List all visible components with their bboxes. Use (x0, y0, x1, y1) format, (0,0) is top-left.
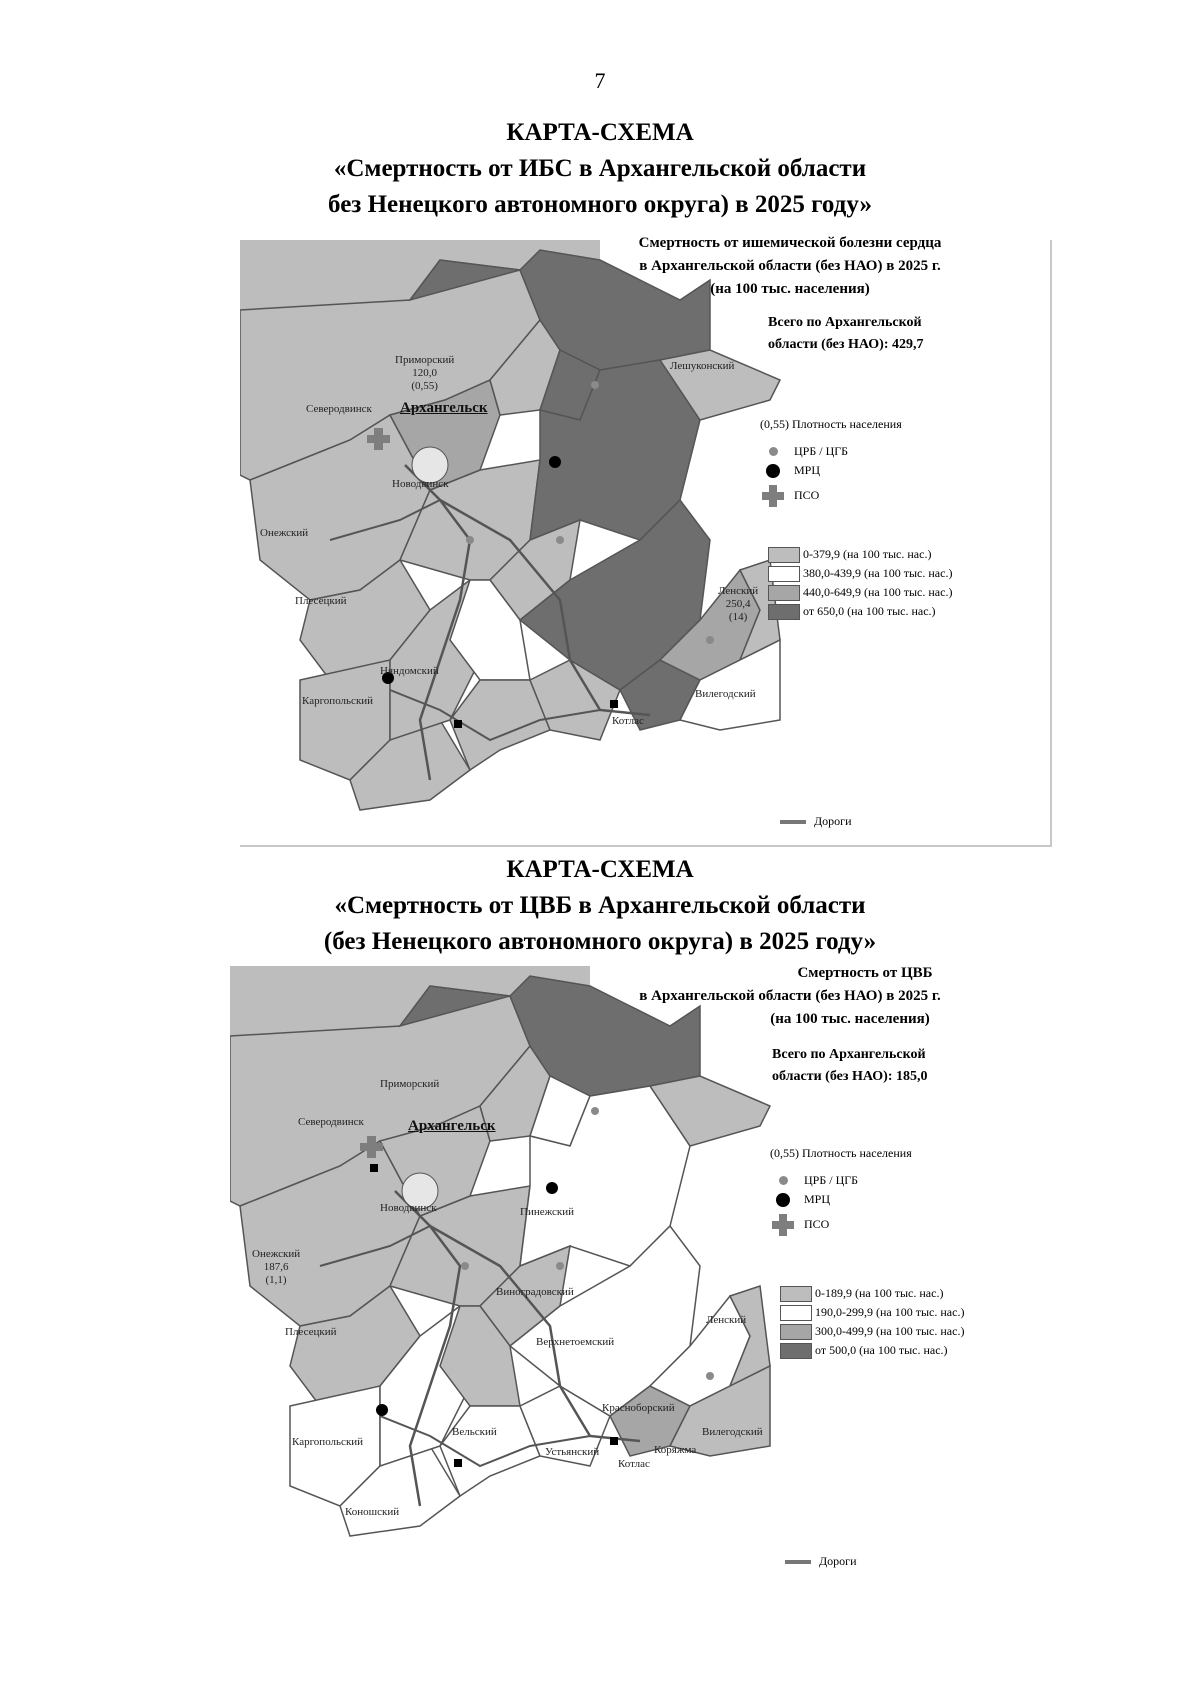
district-name: Виноградовский (496, 1286, 574, 1298)
district-name: Плесецкий (295, 595, 347, 607)
map1-class-label: от 650,0 (на 100 тыс. нас.) (803, 604, 936, 618)
map2-mrc-point (376, 1404, 388, 1416)
map1-district-label (718, 585, 758, 624)
map2-class-swatch (780, 1343, 812, 1359)
district-name: Приморский (380, 1078, 440, 1090)
district-name: Вилегодский (695, 688, 756, 700)
district-name: Няндомский (380, 665, 439, 677)
map2-class-row (780, 1341, 964, 1360)
map1-density-label: (0,55) Плотность населения (760, 417, 902, 431)
district-name: Устьянский (545, 1446, 600, 1458)
map1-total-line: Всего по Архангельской (768, 315, 922, 330)
map1-mrc-point (610, 700, 618, 708)
map2-class-label: 0-189,9 (на 100 тыс. нас.) (815, 1286, 944, 1300)
map1-crb-point (591, 381, 599, 389)
district-value: 250,4 (725, 598, 751, 610)
district-name: Вилегодский (702, 1426, 763, 1438)
map2-title-line: Смертность от ЦВБ (797, 965, 933, 981)
map2-title-line: (на 100 тыс. населения) (770, 1011, 930, 1027)
map2-heading-line: «Смертность от ЦВБ в Архангельской области (334, 892, 866, 919)
map2-total-line: области (без НАО): 185,0 (772, 1069, 928, 1084)
map1-district-label (395, 354, 454, 393)
map1-legend-crb-label: ЦРБ / ЦГБ (794, 444, 849, 458)
map2-frame (230, 966, 1060, 1586)
district-name: Ленский (706, 1314, 747, 1326)
map2-class-label: 190,0-299,9 (на 100 тыс. нас.) (815, 1305, 965, 1319)
map2-district-label (654, 1444, 696, 1457)
map1-class-legend (768, 545, 952, 621)
map2-district-label (298, 1116, 364, 1129)
district-name: Плесецкий (285, 1326, 337, 1338)
map1-district-label (670, 360, 734, 373)
district-name: Котлас (618, 1458, 650, 1470)
map1-class-swatch (768, 604, 800, 620)
map1-heading (0, 115, 1200, 223)
map1-district-label (306, 403, 372, 416)
map1-density-legend (760, 415, 902, 434)
map1-total-line: области (без НАО): 429,7 (768, 337, 924, 352)
map2-district-label (536, 1336, 614, 1349)
district-name: Вельский (452, 1426, 497, 1438)
map2-legend-crb (770, 1171, 912, 1190)
map2-class-swatch (780, 1305, 812, 1321)
map2-roads-label: Дороги (819, 1554, 857, 1568)
map2-mrc-point (610, 1437, 618, 1445)
map1-class-swatch (768, 547, 800, 563)
map2-class-swatch (780, 1324, 812, 1340)
map2-crb-point (461, 1262, 469, 1270)
map1-class-swatch (768, 566, 800, 582)
district-name: Верхнетоемский (536, 1336, 615, 1348)
map1-legend-mrc-label: МРЦ (794, 463, 821, 477)
map1-class-row (768, 602, 952, 621)
district-name: Каргопольский (302, 695, 374, 707)
road-line-icon (780, 820, 806, 824)
map2-city-label: Архангельск (408, 1118, 496, 1134)
map1-heading-line: «Смертность от ИБС в Архангельской области (333, 155, 867, 182)
map2-district-label (292, 1436, 363, 1449)
district-name: Северодвинск (298, 1116, 364, 1128)
map1-frame (240, 235, 1052, 847)
black-dot-icon (776, 1193, 790, 1207)
map2-class-row (780, 1322, 964, 1341)
map2-legend-mrc (770, 1190, 912, 1209)
map1-legend-pso-label: ПСО (794, 488, 820, 502)
map2-legend-pso (770, 1215, 912, 1234)
map2-legend-crb-label: ЦРБ / ЦГБ (804, 1173, 859, 1187)
map1-title-line: Смертность от ишемической болезни сердца (638, 235, 942, 251)
district-name: Коношский (345, 1506, 400, 1518)
map2-heading-line: КАРТА-СХЕМА (506, 856, 694, 883)
map2-district-label (618, 1458, 650, 1471)
map2-class-swatch (780, 1286, 812, 1302)
map1-district-label (302, 695, 373, 708)
grey-dot-icon (769, 447, 778, 456)
map2-crb-point (556, 1262, 564, 1270)
map2-legend-mrc-label: МРЦ (804, 1192, 831, 1206)
cross-icon (762, 485, 784, 507)
district-name: Онежский (252, 1248, 301, 1260)
map2-roads-legend (785, 1552, 857, 1571)
map1-class-row (768, 564, 952, 583)
map2-district-label (520, 1206, 574, 1219)
map1-district-label (612, 715, 644, 728)
map2-crb-point (591, 1107, 599, 1115)
map2-choropleth (230, 966, 1060, 1586)
map1-class-swatch (768, 585, 800, 601)
map2-class-label: от 500,0 (на 100 тыс. нас.) (815, 1343, 948, 1357)
map2-points-legend (770, 1144, 912, 1234)
map1-choropleth (240, 240, 1050, 845)
map2-district-label (706, 1314, 746, 1327)
district-name: Ленский (718, 585, 759, 597)
map2-density-label: (0,55) Плотность населения (770, 1146, 912, 1160)
map1-district-label (295, 595, 347, 608)
map1-class-label: 440,0-649,9 (на 100 тыс. нас.) (803, 585, 953, 599)
map2-district-label (452, 1426, 497, 1439)
map2-mrc-point (370, 1164, 378, 1172)
map2-total (772, 1044, 928, 1088)
map1-district-label (260, 527, 308, 540)
map2-class-row (780, 1284, 964, 1303)
map1-legend-pso (760, 486, 902, 505)
grey-dot-icon (779, 1176, 788, 1185)
map2-class-row (780, 1303, 964, 1322)
district-name: Лешуконский (670, 360, 735, 372)
page-number: 7 (594, 68, 606, 93)
district-name: Онежский (260, 527, 309, 539)
map2-district-label (380, 1202, 437, 1215)
district-value: 187,6 (263, 1261, 289, 1273)
map2-district-label (545, 1446, 599, 1459)
map1-points-legend (760, 415, 902, 505)
map1-roads-legend (780, 812, 852, 831)
map1-district-label (392, 478, 449, 491)
map1-heading-line: КАРТА-СХЕМА (506, 119, 694, 146)
district-name: Коряжма (654, 1444, 697, 1456)
map2-density-legend (770, 1144, 912, 1163)
map2-mrc-point (454, 1459, 462, 1467)
cross-icon (772, 1214, 794, 1236)
map1-district-label (380, 665, 439, 678)
map2-heading (0, 852, 1200, 960)
district-name: Приморский (395, 354, 455, 366)
map1-crb-point (706, 636, 714, 644)
map1-crb-point (466, 536, 474, 544)
district-name: Красноборский (602, 1402, 675, 1414)
map1-class-label: 380,0-439,9 (на 100 тыс. нас.) (803, 566, 953, 580)
map1-class-row (768, 583, 952, 602)
map1-mrc-point (549, 456, 561, 468)
map2-mrc-point (546, 1182, 558, 1194)
map1-legend-crb (760, 442, 902, 461)
district-name: Котлас (612, 715, 644, 727)
district-name: Северодвинск (306, 403, 372, 415)
map2-title (600, 962, 980, 1031)
map2-district-label (285, 1326, 337, 1339)
district-density: (1,1) (265, 1274, 287, 1286)
district-name: Каргопольский (292, 1436, 364, 1448)
district-name: Новодвинск (392, 478, 449, 490)
map1-class-label: 0-379,9 (на 100 тыс. нас.) (803, 547, 932, 561)
map2-district-label (252, 1248, 300, 1287)
map2-legend-pso-label: ПСО (804, 1217, 830, 1231)
map1-city-label: Архангельск (400, 400, 488, 416)
road-line-icon (785, 1560, 811, 1564)
map1-crb-point (556, 536, 564, 544)
map1-district-label (695, 688, 756, 701)
map2-district-label (345, 1506, 399, 1519)
district-name: Пинежский (520, 1206, 575, 1218)
map1-title (600, 232, 980, 301)
map2-district-label (380, 1078, 439, 1091)
map2-class-label: 300,0-499,9 (на 100 тыс. нас.) (815, 1324, 965, 1338)
map2-district-label (496, 1286, 574, 1299)
district-value: 120,0 (412, 367, 438, 379)
map1-roads-label: Дороги (814, 814, 852, 828)
district-density: (0,55) (411, 380, 438, 392)
map1-heading-line: без Ненецкого автономного округа) в 2025 году» (328, 191, 872, 218)
map2-total-line: Всего по Архангельской (772, 1047, 926, 1062)
map2-district-label (702, 1426, 763, 1439)
district-density: (14) (728, 611, 748, 623)
map1-title-line: (на 100 тыс. населения) (710, 281, 870, 297)
district-name: Новодвинск (380, 1202, 437, 1214)
map2-crb-point (706, 1372, 714, 1380)
map1-legend-mrc (760, 461, 902, 480)
map2-class-legend (780, 1284, 964, 1360)
map1-mrc-point (454, 720, 462, 728)
map1-title-line: в Архангельской области (без НАО) в 2025 г. (639, 258, 941, 274)
map1-total (768, 312, 924, 356)
map2-heading-line: (без Ненецкого автономного округа) в 2025 году» (323, 928, 877, 955)
map2-title-line: в Архангельской области (без НАО) в 2025 г. (639, 988, 941, 1004)
black-dot-icon (766, 464, 780, 478)
map2-district-label (602, 1402, 675, 1415)
map1-class-row (768, 545, 952, 564)
